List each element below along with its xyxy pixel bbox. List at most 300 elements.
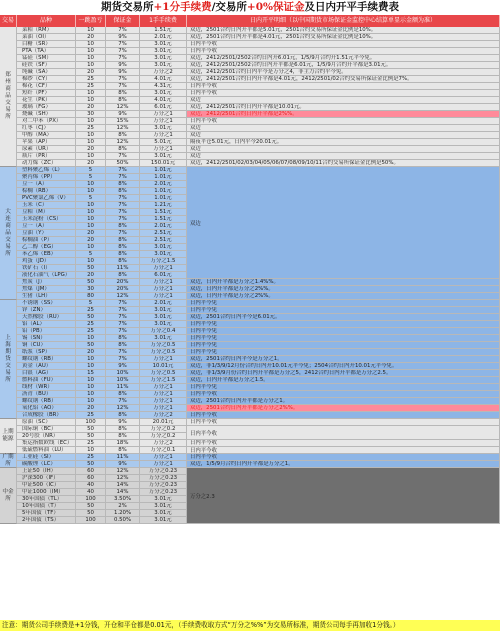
tick-value: 10 <box>76 356 106 363</box>
tick-value: 10 <box>76 55 106 62</box>
merged-detail: 双边 <box>187 167 500 279</box>
tick-value: 10 <box>76 223 106 230</box>
intraday-detail: 双边，2412/2501合约日内开平都是2%%。 <box>187 111 500 118</box>
margin-rate: 8% <box>106 447 140 454</box>
fee-per-lot: 万分之1 <box>140 293 187 300</box>
tick-value: 10 <box>76 258 106 265</box>
margin-rate: 10% <box>106 377 140 384</box>
fee-per-lot: 1.01元 <box>140 188 187 195</box>
product-name: 10年国债（T） <box>17 503 76 510</box>
fee-per-lot: 万分之0.2 <box>140 433 187 440</box>
product-name: 玻璃（FG） <box>17 104 76 111</box>
margin-rate: 12% <box>106 104 140 111</box>
intraday-detail: 日内平今免 <box>187 321 500 328</box>
fee-per-lot: 万分之1 <box>140 356 187 363</box>
fee-per-lot: 3.01元 <box>140 41 187 48</box>
fee-per-lot: 2.01元 <box>140 223 187 230</box>
fee-per-lot: 3.01元 <box>140 48 187 55</box>
margin-rate: 2% <box>106 503 140 510</box>
intraday-detail: 日内平今收 <box>187 419 500 426</box>
margin-rate: 7% <box>106 314 140 321</box>
tick-value: 10 <box>76 188 106 195</box>
title-part-2: +1分手续费 <box>153 1 212 13</box>
margin-rate: 8% <box>106 342 140 349</box>
margin-rate: 8% <box>106 132 140 139</box>
margin-rate: 8% <box>106 426 140 433</box>
intraday-detail: 双边，日内开平都是万分之2%%。 <box>187 286 500 293</box>
exchange-label: 郑州商品交易所 <box>5 72 11 120</box>
product-name: 鸡蛋（JD） <box>17 258 76 265</box>
tick-value: 10 <box>76 62 106 69</box>
tick-value: 15 <box>76 370 106 377</box>
tick-value: 5 <box>76 300 106 307</box>
product-name: 豆粕（M） <box>17 209 76 216</box>
fee-per-lot: 3.01元 <box>140 244 187 251</box>
fee-per-lot: 万分之0.2 <box>140 426 187 433</box>
intraday-detail: 双边，2412/2501合约日内开平都是4.01元，2412/2501/02合约交易所保证金比例是7%。 <box>187 76 500 83</box>
product-name: 沪深300（IF） <box>17 475 76 482</box>
tick-value: 50 <box>76 503 106 510</box>
fee-per-lot: 万分之0.5 <box>140 349 187 356</box>
fee-per-lot: 万分之1 <box>140 265 187 272</box>
product-name: 玉米淀粉（CS） <box>17 216 76 223</box>
tick-value: 60 <box>76 475 106 482</box>
margin-rate: 8% <box>106 272 140 279</box>
exchange-group <box>0 300 17 419</box>
fee-per-lot: 万分之0.23 <box>140 482 187 489</box>
margin-rate: 11% <box>106 384 140 391</box>
intraday-detail: 日内平今免 <box>187 307 500 314</box>
intraday-detail: 双边，非1/3/9月份合约日内开平都是万分之5，2412合约日内开平都是万分之2.5。 <box>187 370 500 377</box>
tick-value: 10 <box>76 447 106 454</box>
margin-rate: 7% <box>106 209 140 216</box>
margin-rate: 8% <box>106 335 140 342</box>
fee-per-lot: 万分之0.23 <box>140 475 187 482</box>
fee-per-lot: 3.01元 <box>140 517 187 524</box>
fee-per-lot: 3.01元 <box>140 62 187 69</box>
product-name: 纯碱（SA） <box>17 69 76 76</box>
exchange-label: 中金所 <box>2 488 14 502</box>
tick-value: 10 <box>76 97 106 104</box>
product-name: 螺纹钢（RB） <box>17 398 76 405</box>
product-name: 菜油（OI） <box>17 34 76 41</box>
tick-value: 25 <box>76 440 106 447</box>
tick-value: 100 <box>76 419 106 426</box>
intraday-detail: 双边，2501合约日内平今是万分之1。 <box>187 356 500 363</box>
tick-value: 50 <box>76 426 106 433</box>
tick-value: 5 <box>76 167 106 174</box>
product-name: 工业硅（SI） <box>17 454 76 461</box>
intraday-detail: 日内平今免 <box>187 384 500 391</box>
margin-rate: 7% <box>106 27 140 34</box>
product-name: 豆一（A） <box>17 181 76 188</box>
fee-per-lot: 20.01元 <box>140 419 187 426</box>
intraday-detail: 双边，1/5/9月合约日内开平都是万分之1。 <box>187 461 500 468</box>
product-name: 不锈钢（SS） <box>17 300 76 307</box>
product-name: 菜粕（RM） <box>17 27 76 34</box>
tick-value: 10 <box>76 41 106 48</box>
product-name: 铜（CU） <box>17 342 76 349</box>
fee-per-lot: 万分之1.5 <box>140 377 187 384</box>
fee-per-lot: 万分之0.1 <box>140 447 187 454</box>
intraday-detail: 日内平今免 <box>187 342 500 349</box>
margin-rate: 9% <box>106 111 140 118</box>
product-name: 尿素（UR） <box>17 146 76 153</box>
product-name: 燃料油（FU） <box>17 377 76 384</box>
tick-value: 20 <box>76 349 106 356</box>
margin-rate: 7% <box>106 356 140 363</box>
margin-rate: 8% <box>106 90 140 97</box>
product-name: 20号胶（NR） <box>17 433 76 440</box>
fee-per-lot: 1.21元 <box>140 202 187 209</box>
intraday-detail: 双边，2501合约日内开平都是4.01元，2501合约交易所保证金比例是10%。 <box>187 34 500 41</box>
fee-per-lot: 万分之0.23 <box>140 468 187 475</box>
margin-rate: 7% <box>106 83 140 90</box>
margin-rate: 7% <box>106 167 140 174</box>
intraday-detail: 双边，日内开平都是万分之2%%。 <box>187 293 500 300</box>
tick-value: 20 <box>76 160 106 167</box>
product-name: 红枣（CJ） <box>17 125 76 132</box>
header-cell: 品种 <box>17 15 76 27</box>
product-name: 对二甲苯（PX） <box>17 118 76 125</box>
margin-rate: 9% <box>106 34 140 41</box>
fee-per-lot: 1.51元 <box>140 209 187 216</box>
tick-value: 10 <box>76 118 106 125</box>
fee-per-lot: 2.01元 <box>140 34 187 41</box>
intraday-detail: 双边 <box>187 132 500 139</box>
fee-per-lot: 150.01元 <box>140 160 187 167</box>
exchange-group <box>0 468 17 524</box>
fee-per-lot: 3.01元 <box>140 90 187 97</box>
margin-rate: 11% <box>106 265 140 272</box>
intraday-detail: 双边 <box>187 97 500 104</box>
margin-rate: 8% <box>106 433 140 440</box>
exchange-label: 上海期货交易所 <box>5 334 11 383</box>
intraday-detail: 双边，日内开平都是万分之1.5。 <box>187 377 500 384</box>
tick-value: 10 <box>76 384 106 391</box>
fee-per-lot: 3.01元 <box>140 55 187 62</box>
tick-value: 20 <box>76 34 106 41</box>
product-name: 天然橡胶（RU） <box>17 314 76 321</box>
intraday-detail: 双边，2412/2501/2502合约日内开6.01元，1/5/9月合约开1.51元平今免。 <box>187 55 500 62</box>
product-name: 塑料聚乙烯（L） <box>17 167 76 174</box>
margin-rate: 8% <box>106 97 140 104</box>
intraday-detail: 双边，2412/2501合约日内平今是万分之4，非主力合约平今免。 <box>187 69 500 76</box>
product-name: 铁矿石（I） <box>17 265 76 272</box>
product-name: 铅（PB） <box>17 328 76 335</box>
tick-value: 5 <box>76 174 106 181</box>
margin-rate: 20% <box>106 279 140 286</box>
product-name: 白银（AG） <box>17 370 76 377</box>
intraday-detail: 日内平今收 <box>187 118 500 125</box>
product-name: 30年国债（TL） <box>17 496 76 503</box>
tick-value: 20 <box>76 69 106 76</box>
product-name: PTA（TA） <box>17 48 76 55</box>
product-name: 铝（AL） <box>17 321 76 328</box>
tick-value: 20 <box>76 104 106 111</box>
header-cell: 保证金 <box>106 15 140 27</box>
exchange-label: 大连商品交易所 <box>5 208 11 257</box>
tick-value: 30 <box>76 286 106 293</box>
intraday-detail: 双边，2412/2501/2502合约日内开平都是6.01元，1/5/9月合约开平都是3.01元。 <box>187 62 500 69</box>
header-cell: 交易 <box>0 15 17 27</box>
product-name: 液化石油气（LPG） <box>17 272 76 279</box>
margin-rate: 12% <box>106 468 140 475</box>
tick-value: 10 <box>76 377 106 384</box>
exchange-group <box>0 27 17 167</box>
tick-value: 30 <box>76 111 106 118</box>
fee-per-lot: 2.51元 <box>140 230 187 237</box>
product-name: 国际铜（BC） <box>17 426 76 433</box>
tick-value: 100 <box>76 496 106 503</box>
fee-per-lot: 6.01元 <box>140 272 187 279</box>
product-name: 棕榈油（P） <box>17 237 76 244</box>
intraday-detail: 双边 <box>187 146 500 153</box>
tick-value: 50 <box>76 433 106 440</box>
fee-per-lot: 4.01元 <box>140 97 187 104</box>
title-part-5: 及日内开平手续费表 <box>304 1 400 13</box>
product-name: 硅铁（SF） <box>17 62 76 69</box>
title-part-1: 期货交易所 <box>100 1 154 13</box>
margin-rate: 7% <box>106 349 140 356</box>
product-name: 豆油（Y） <box>17 230 76 237</box>
product-name: PVC聚氯乙烯（V） <box>17 195 76 202</box>
margin-rate: 12% <box>106 125 140 132</box>
tick-value: 10 <box>76 90 106 97</box>
tick-value: 20 <box>76 405 106 412</box>
tick-value: 60 <box>76 468 106 475</box>
product-name: 聚丙烯（PP） <box>17 174 76 181</box>
product-name: 原油（SC） <box>17 419 76 426</box>
intraday-detail: 隔夜平仓5.01元，日内平今20.01元。 <box>187 139 500 146</box>
fee-per-lot: 万分之1 <box>140 132 187 139</box>
product-name: 锡（SN） <box>17 335 76 342</box>
header-cell: 一跳盈亏 <box>76 15 106 27</box>
tick-value: 25 <box>76 76 106 83</box>
fee-per-lot: 3.01元 <box>140 125 187 132</box>
product-name: 氧化铝（AO） <box>17 405 76 412</box>
product-name: 螺纹钢（RB） <box>17 356 76 363</box>
fee-per-lot: 万分之1 <box>140 384 187 391</box>
product-name: 烧碱（SH） <box>17 111 76 118</box>
fee-per-lot: 万分之1 <box>140 146 187 153</box>
margin-rate: 12% <box>106 475 140 482</box>
product-name: 2年国债（TS） <box>17 517 76 524</box>
tick-value: 25 <box>76 125 106 132</box>
fee-per-lot: 2.01元 <box>140 300 187 307</box>
tick-value: 25 <box>76 83 106 90</box>
fee-per-lot: 万分之0.5 <box>140 342 187 349</box>
margin-rate: 10% <box>106 370 140 377</box>
product-name: 锌（ZN） <box>17 307 76 314</box>
intraday-detail: 日内平今收 <box>187 90 500 97</box>
margin-rate: 7% <box>106 307 140 314</box>
tick-value: 10 <box>76 335 106 342</box>
fee-per-lot: 1.01元 <box>140 167 187 174</box>
tick-value: 40 <box>76 482 106 489</box>
exchange-group <box>0 419 17 454</box>
product-name: 黄金（AU） <box>17 363 76 370</box>
intraday-detail: 日内平今免 <box>187 349 500 356</box>
product-name: 锰硅（SM） <box>17 55 76 62</box>
fee-per-lot: 3.01元 <box>140 503 187 510</box>
tick-value: 80 <box>76 293 106 300</box>
tick-value: 50 <box>76 461 106 468</box>
fee-per-lot: 1.01元 <box>140 195 187 202</box>
intraday-detail: 日内平今免 <box>187 328 500 335</box>
margin-rate: 50% <box>106 160 140 167</box>
tick-value: 40 <box>76 489 106 496</box>
tick-value: 50 <box>76 265 106 272</box>
header-cell: 1手手续费 <box>140 15 187 27</box>
exchange-label: 广期所 <box>2 453 14 467</box>
product-name: 乙二醇（EG） <box>17 244 76 251</box>
fee-per-lot: 3.01元 <box>140 496 187 503</box>
fee-per-lot: 3.01元 <box>140 314 187 321</box>
title-part-4: +0%保证金 <box>246 1 305 13</box>
tick-value: 25 <box>76 328 106 335</box>
fee-per-lot: 万分之0.4 <box>140 328 187 335</box>
fee-per-lot: 3.01元 <box>140 153 187 160</box>
exchange-label: 上期能源 <box>2 429 14 442</box>
margin-rate: 8% <box>106 391 140 398</box>
margin-rate: 12% <box>106 139 140 146</box>
margin-rate: 8% <box>106 237 140 244</box>
fee-per-lot: 万分之0.5 <box>140 370 187 377</box>
product-name: 中证500（IC） <box>17 482 76 489</box>
margin-rate: 8% <box>106 258 140 265</box>
fee-per-lot: 万分之1 <box>140 118 187 125</box>
intraday-detail: 日内平今收 <box>187 454 500 461</box>
fee-per-lot: 2.01元 <box>140 181 187 188</box>
tick-value: 100 <box>76 517 106 524</box>
tick-value: 20 <box>76 272 106 279</box>
intraday-detail: 日内平今收 <box>187 391 500 398</box>
fee-per-lot: 万分之1 <box>140 391 187 398</box>
product-name: 碳酸锂（LC） <box>17 461 76 468</box>
product-name: 5年国债（TF） <box>17 510 76 517</box>
margin-rate: 9% <box>106 461 140 468</box>
tick-value: 50 <box>76 314 106 321</box>
fee-per-lot: 3.01元 <box>140 335 187 342</box>
margin-rate: 14% <box>106 489 140 496</box>
margin-rate: 9% <box>106 363 140 370</box>
fee-per-lot: 万分之2 <box>140 69 187 76</box>
tick-value: 25 <box>76 412 106 419</box>
exchange-group <box>0 454 17 468</box>
margin-rate: 8% <box>106 251 140 258</box>
fee-per-lot: 3.01元 <box>140 307 187 314</box>
product-name: 焦炭（J） <box>17 279 76 286</box>
product-name: 短纤（PF） <box>17 90 76 97</box>
margin-rate: 7% <box>106 398 140 405</box>
product-name: 生猪（LH） <box>17 293 76 300</box>
fee-per-lot: 万分之1 <box>140 279 187 286</box>
margin-rate: 7% <box>106 328 140 335</box>
margin-rate: 7% <box>106 76 140 83</box>
margin-rate: 7% <box>106 153 140 160</box>
intraday-detail: 双边，2501合约日内开平都是5.01元，2501合约交易所保证金比例是10%。 <box>187 27 500 34</box>
margin-rate: 7% <box>106 202 140 209</box>
product-name: 苹果（AP） <box>17 139 76 146</box>
product-name: 棉花（CF） <box>17 83 76 90</box>
margin-rate: 7% <box>106 48 140 55</box>
product-name: 线材（WR） <box>17 384 76 391</box>
margin-rate: 15% <box>106 118 140 125</box>
fee-per-lot: 万分之0.23 <box>140 489 187 496</box>
intraday-detail: 双边，日内开平都是万分之1.4%%。 <box>187 279 500 286</box>
product-name: 白糖（SR） <box>17 41 76 48</box>
product-name: 集运指数欧线（EC） <box>17 440 76 447</box>
product-name: 上证50（IH） <box>17 468 76 475</box>
fee-per-lot: 4.01元 <box>140 76 187 83</box>
product-name: 合成橡胶（BR） <box>17 412 76 419</box>
product-name: 纸浆（SP） <box>17 349 76 356</box>
margin-rate: 9% <box>106 62 140 69</box>
table-header <box>0 15 500 27</box>
margin-rate: 9% <box>106 69 140 76</box>
intraday-detail: 双边，2501合约日内平今是6.01元。 <box>187 314 500 321</box>
merged-detail: 日内平今收 <box>187 447 500 454</box>
page-title <box>0 0 500 15</box>
fee-per-lot: 6.01元 <box>140 104 187 111</box>
fee-per-lot: 万分之1 <box>140 405 187 412</box>
product-name: 低硫燃料油（LU） <box>17 447 76 454</box>
fee-per-lot: 万分之2 <box>140 440 187 447</box>
fee-per-lot: 万分之1 <box>140 111 187 118</box>
tick-value: 10 <box>76 244 106 251</box>
tick-value: 50 <box>76 510 106 517</box>
intraday-detail: 日内平今收 <box>187 83 500 90</box>
fee-per-lot: 1.01元 <box>140 174 187 181</box>
exchange-group <box>0 167 17 300</box>
margin-rate: 7% <box>106 55 140 62</box>
fee-per-lot: 万分之1 <box>140 461 187 468</box>
tick-value: 10 <box>76 153 106 160</box>
tick-value: 25 <box>76 307 106 314</box>
fee-per-lot: 3.01元 <box>140 251 187 258</box>
intraday-detail: 双边，2501合约日内开平都是万分之1。 <box>187 398 500 405</box>
fee-per-lot: 10.01元 <box>140 363 187 370</box>
tick-value: 10 <box>76 202 106 209</box>
margin-rate: 7% <box>106 300 140 307</box>
margin-rate: 7% <box>106 321 140 328</box>
product-name: 苯乙烯（EB） <box>17 251 76 258</box>
tick-value: 25 <box>76 454 106 461</box>
fee-per-lot: 3.01元 <box>140 321 187 328</box>
fee-per-lot: 万分之1 <box>140 398 187 405</box>
margin-rate: 7% <box>106 216 140 223</box>
product-name: 中证1000（IM） <box>17 489 76 496</box>
margin-rate: 1.20% <box>106 510 140 517</box>
fee-per-lot: 万分之1 <box>140 454 187 461</box>
margin-rate: 7% <box>106 230 140 237</box>
footer-note: 注意：期货公司手续费是+1分钱，开仓和平仓都是0.01元，（手续费收取方式“万分之%%”为交易所标准，期货公司每手再加收1分钱。） <box>0 620 500 631</box>
product-name: 棕榈（RB） <box>17 188 76 195</box>
product-name: 棉纱（CY） <box>17 76 76 83</box>
fee-per-lot: 万分之1.5 <box>140 258 187 265</box>
intraday-detail: 双边，2412/2501合约日内开平都是10.01元。 <box>187 104 500 111</box>
tick-value: 10 <box>76 48 106 55</box>
title-part-3: /交易所 <box>211 1 247 13</box>
margin-rate: 7% <box>106 41 140 48</box>
margin-rate: 8% <box>106 188 140 195</box>
intraday-detail: 日内平今收 <box>187 440 500 447</box>
merged-detail: 万分之2.3 <box>187 468 500 524</box>
intraday-detail: 双边 <box>187 125 500 132</box>
tick-value: 20 <box>76 237 106 244</box>
fee-per-lot: 1.51元 <box>140 27 187 34</box>
